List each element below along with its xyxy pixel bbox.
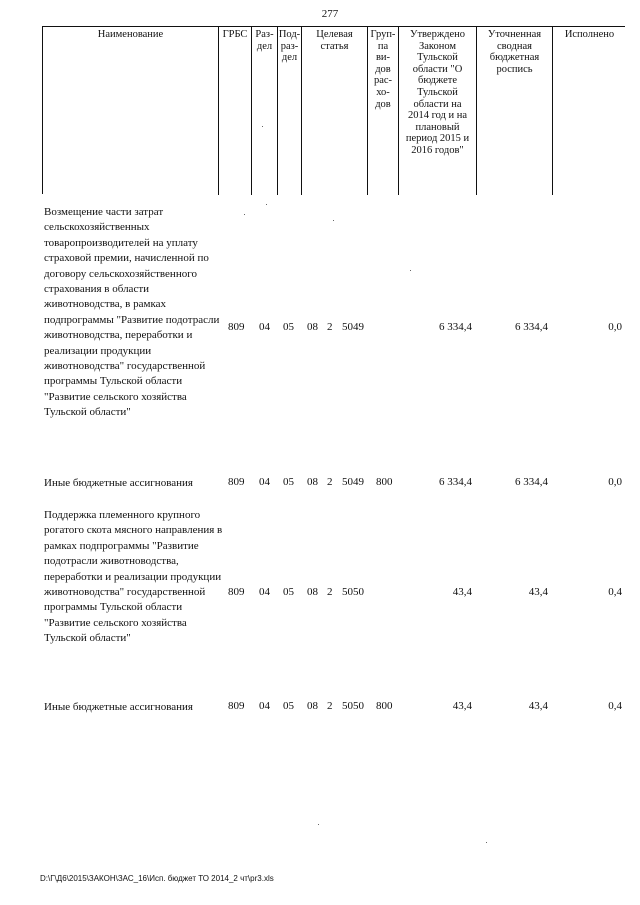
scan-speck [266, 204, 267, 205]
row-target-a: 08 [307, 321, 318, 333]
header-executed: Исполнено [564, 29, 615, 40]
scan-speck [318, 824, 319, 825]
row-refined: 6 334,4 [515, 321, 548, 333]
row-razdel: 04 [259, 476, 270, 488]
row-refined: 43,4 [528, 700, 548, 712]
row-target-c: 5050 [342, 586, 364, 598]
table-header [42, 26, 625, 194]
scan-speck [333, 220, 334, 221]
row-grbs: 809 [228, 700, 245, 712]
footer-file-path: D:\Г\Д6\2015\ЗАКОН\ЗАС_16\Исп. бюджет ТО 2014_2 чт\pr3.xls [40, 874, 274, 883]
row-target-c: 5050 [342, 700, 364, 712]
row-podrazdel: 05 [283, 586, 294, 598]
scan-speck [486, 842, 487, 843]
row-podrazdel: 05 [283, 476, 294, 488]
header-podrazdel: Под- раз- дел [278, 27, 302, 195]
row-podrazdel: 05 [283, 321, 294, 333]
row-razdel: 04 [259, 321, 270, 333]
row-grbs: 809 [228, 321, 245, 333]
row-executed: 0,0 [608, 476, 622, 488]
header-expense-group: Груп- па ви- дов рас- хо- дов [368, 27, 399, 195]
scan-speck [244, 214, 245, 215]
row-razdel: 04 [259, 700, 270, 712]
row-approved: 6 334,4 [439, 321, 472, 333]
row-group: 800 [376, 476, 393, 488]
scan-speck [410, 270, 411, 271]
row-name: Иные бюджетные ассигнования [44, 477, 193, 489]
row-approved: 43,4 [452, 700, 472, 712]
header-grbs: ГРБС [219, 27, 252, 195]
row-executed: 0,4 [608, 586, 622, 598]
row-refined: 6 334,4 [515, 476, 548, 488]
row-grbs: 809 [228, 476, 245, 488]
row-name: Иные бюджетные ассигнования [44, 701, 193, 713]
row-razdel: 04 [259, 586, 270, 598]
row-target-a: 08 [307, 700, 318, 712]
row-target-a: 08 [307, 476, 318, 488]
row-approved: 6 334,4 [439, 476, 472, 488]
header-refined: Уточненная сводная бюджетная роспись [477, 27, 553, 195]
row-target-a: 08 [307, 586, 318, 598]
header-razdel: Раз- дел [252, 27, 278, 195]
row-target-b: 2 [327, 476, 333, 488]
row-podrazdel: 05 [283, 700, 294, 712]
row-executed: 0,4 [608, 700, 622, 712]
header-name: Наименование [43, 27, 219, 195]
row-name: Возмещение части затрат сельскохозяйственных товаропроизводителей на уплату страховой премии, начисленной по договору сельскохозяйственного страхования в области животноводства, в рамках подпрограммы "Развитие подотрасли животноводства, переработки и реализации продукции животноводства" государственной программы Тульской области "Развитие сельского хозяйства Тульской области" [44, 206, 220, 419]
row-target-b: 2 [327, 700, 333, 712]
row-target-c: 5049 [342, 476, 364, 488]
row-grbs: 809 [228, 586, 245, 598]
row-group: 800 [376, 700, 393, 712]
row-target-c: 5049 [342, 321, 364, 333]
row-target-b: 2 [327, 586, 333, 598]
row-refined: 43,4 [528, 586, 548, 598]
row-target-b: 2 [327, 321, 333, 333]
scan-speck [262, 126, 263, 127]
header-approved: Утверждено Законом Тульской области "О бюджете Тульской области на 2014 год и на плановый период 2015 и 2016 годов" [399, 27, 477, 195]
header-target-article: Целевая статья [302, 27, 368, 195]
row-name: Поддержка племенного крупного рогатого скота мясного направления в рамках подпрограммы "Развитие подотрасли животноводства, переработки и реализации продукции животноводства" государственной программы Тульской области "Развитие сельского хозяйства Тульской области" [44, 509, 223, 645]
row-executed: 0,0 [608, 321, 622, 333]
row-approved: 43,4 [452, 586, 472, 598]
page-number: 277 [321, 8, 339, 20]
